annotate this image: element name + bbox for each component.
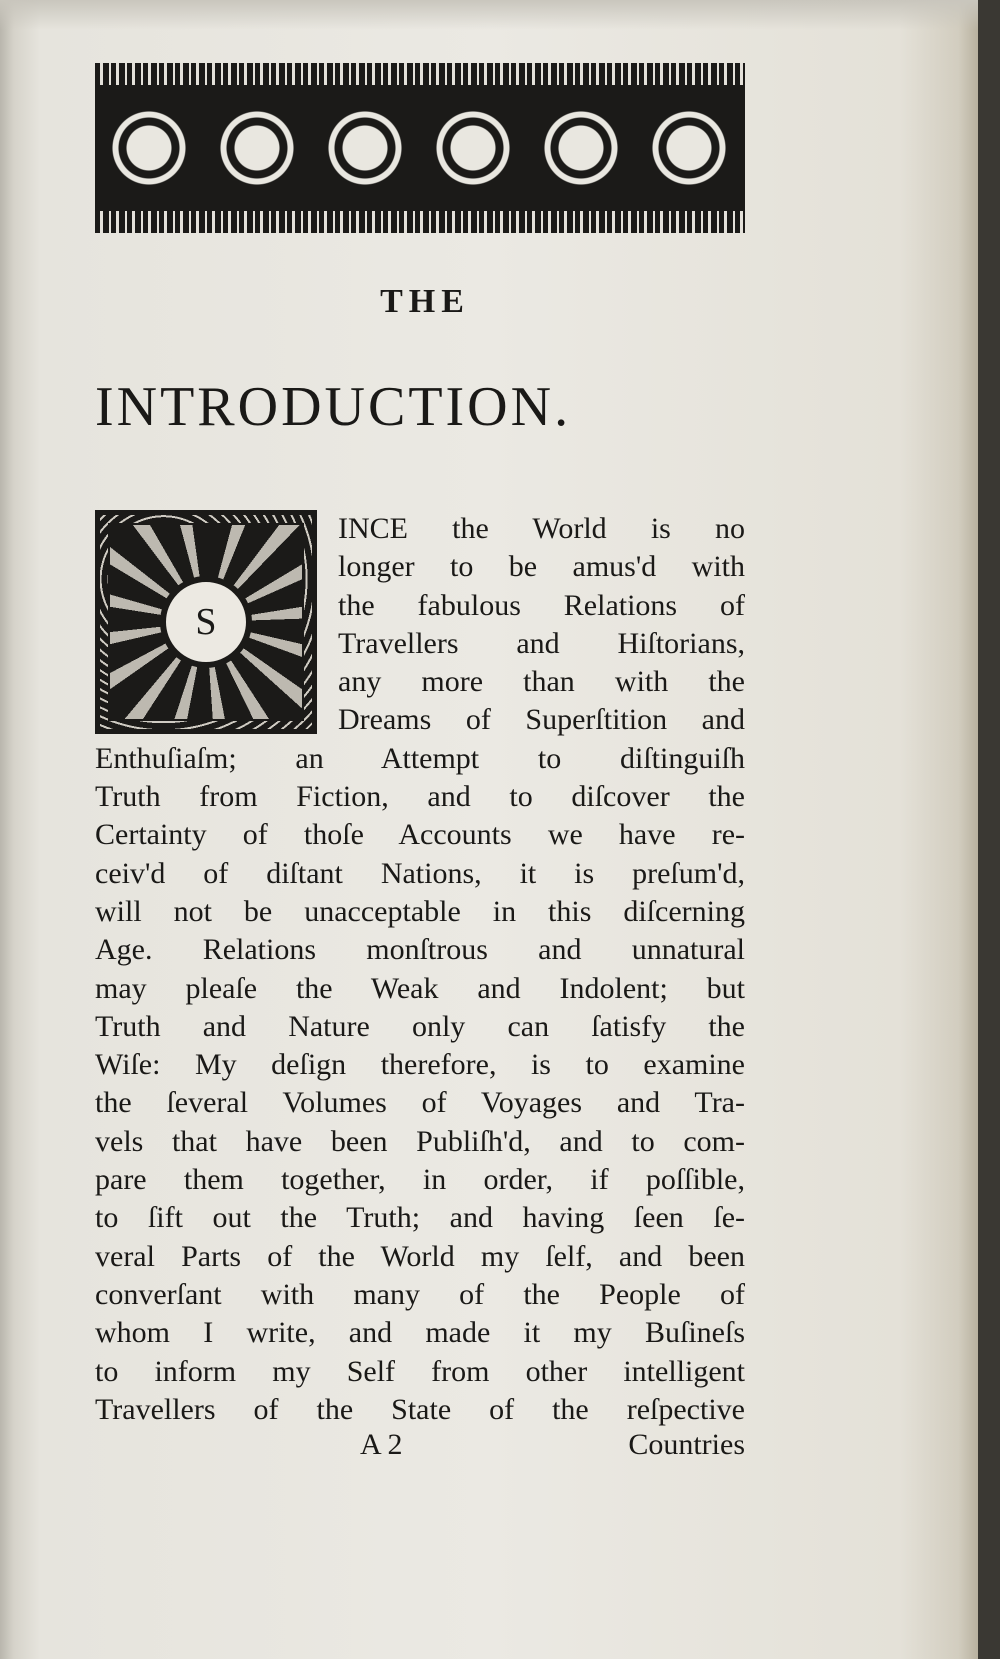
text-line: will not be unacceptable in this diſcerning [95, 894, 745, 928]
text-line: Dreams of Superſtition and [338, 703, 745, 737]
text-line: longer to be amus'd with [338, 550, 745, 584]
text-line: converſant with many of the People of [95, 1277, 745, 1311]
heading-the: THE [380, 283, 470, 320]
text-line: any more than with the [338, 665, 745, 699]
text-line: may pleaſe the Weak and Indolent; but [95, 971, 745, 1005]
text-line: to inform my Self from other intelligent [95, 1354, 745, 1388]
text-line: vels that have been Publiſh'd, and to com- [95, 1124, 745, 1158]
text-line: Truth and Nature only can ſatisfy the [95, 1009, 745, 1043]
drop-cap-letter: S [160, 576, 252, 668]
text-line: Travellers of the State of the reſpective [95, 1392, 745, 1426]
text-line: Truth from Fiction, and to diſcover the [95, 780, 745, 814]
ornament-border-top [95, 63, 745, 85]
headpiece-ornament [95, 63, 745, 233]
signature-mark: A 2 [360, 1428, 403, 1461]
text-line: pare them together, in order, if poſſible, [95, 1163, 745, 1197]
body-text [95, 510, 745, 1429]
text-line: Enthuſiaſm; an Attempt to diſtinguiſh [95, 741, 745, 775]
text-line: veral Parts of the World my ſelf, and been [95, 1239, 745, 1273]
catchword: Countries [628, 1428, 745, 1461]
text-line: to ſift out the Truth; and having ſeen ſe- [95, 1201, 745, 1235]
text-line: the ſeveral Volumes of Voyages and Tra- [95, 1086, 745, 1120]
text-line: Age. Relations monſtrous and unnatural [95, 933, 745, 967]
text-line: whom I write, and made it my Buſineſs [95, 1316, 745, 1350]
text-line: INCE the World is no [338, 512, 745, 545]
text-line: Certainty of thoſe Accounts we have re- [95, 818, 745, 852]
ornament-border-bottom [95, 211, 745, 233]
text-line: Travellers and Hiſtorians, [338, 626, 745, 660]
page-title: INTRODUCTION. [95, 376, 572, 438]
text-line: the fabulous Relations of [338, 588, 745, 622]
text-line: Wiſe: My deſign therefore, is to examine [95, 1048, 745, 1082]
text-line: ceiv'd of diſtant Nations, it is preſum'd, [95, 856, 745, 890]
